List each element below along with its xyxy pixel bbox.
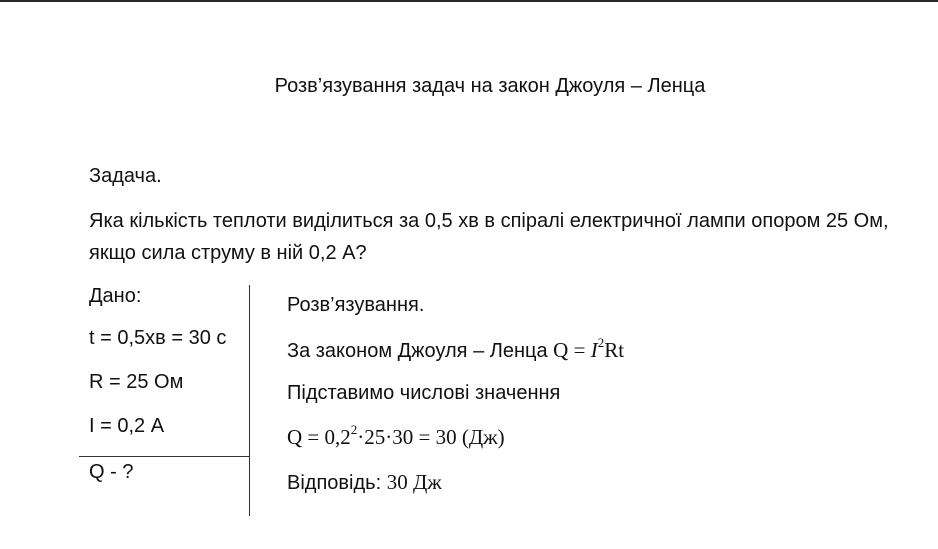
- task-label: Задача.: [89, 165, 162, 187]
- given-resistance: R = 25 Ом: [89, 371, 184, 393]
- law-text: За законом Джоуля – Ленца: [287, 340, 554, 362]
- answer-value: 30 Дж: [386, 470, 442, 494]
- problem-statement: Яка кількість теплоти виділиться за 0,5 хв в спіралі електричної лампи опором 25 Ом, якщо сила струму в ній 0,2 А?: [89, 210, 889, 264]
- joule-lenz-law-line: [287, 335, 625, 363]
- answer-label: Відповідь:: [287, 472, 387, 494]
- calc-exponent: 2: [350, 422, 358, 437]
- answer-line: [287, 470, 442, 495]
- law-formula: [553, 335, 625, 362]
- calculation-formula: [287, 422, 505, 450]
- calc-part-a: Q = 0,2: [287, 425, 351, 449]
- top-border: [0, 0, 938, 2]
- given-heading: Дано:: [89, 285, 142, 307]
- law-rest: Rt: [604, 338, 625, 362]
- law-exponent: 2: [597, 335, 605, 350]
- law-current-symbol: I: [590, 338, 598, 362]
- vertical-divider-line: [249, 285, 250, 516]
- solution-heading: Розв’язування.: [287, 294, 425, 316]
- given-current: I = 0,2 А: [89, 415, 165, 437]
- given-time: t = 0,5хв = 30 с: [89, 327, 227, 349]
- law-q: Q =: [553, 338, 591, 362]
- calc-part-b: ·25·30 = 30 (Дж): [357, 425, 505, 449]
- page-title: Розв’язування задач на закон Джоуля – Ленца: [274, 75, 706, 97]
- unknown-quantity: Q - ?: [89, 461, 134, 483]
- substitute-text: Підставимо числові значення: [287, 382, 561, 404]
- given-divider-line: [79, 456, 249, 457]
